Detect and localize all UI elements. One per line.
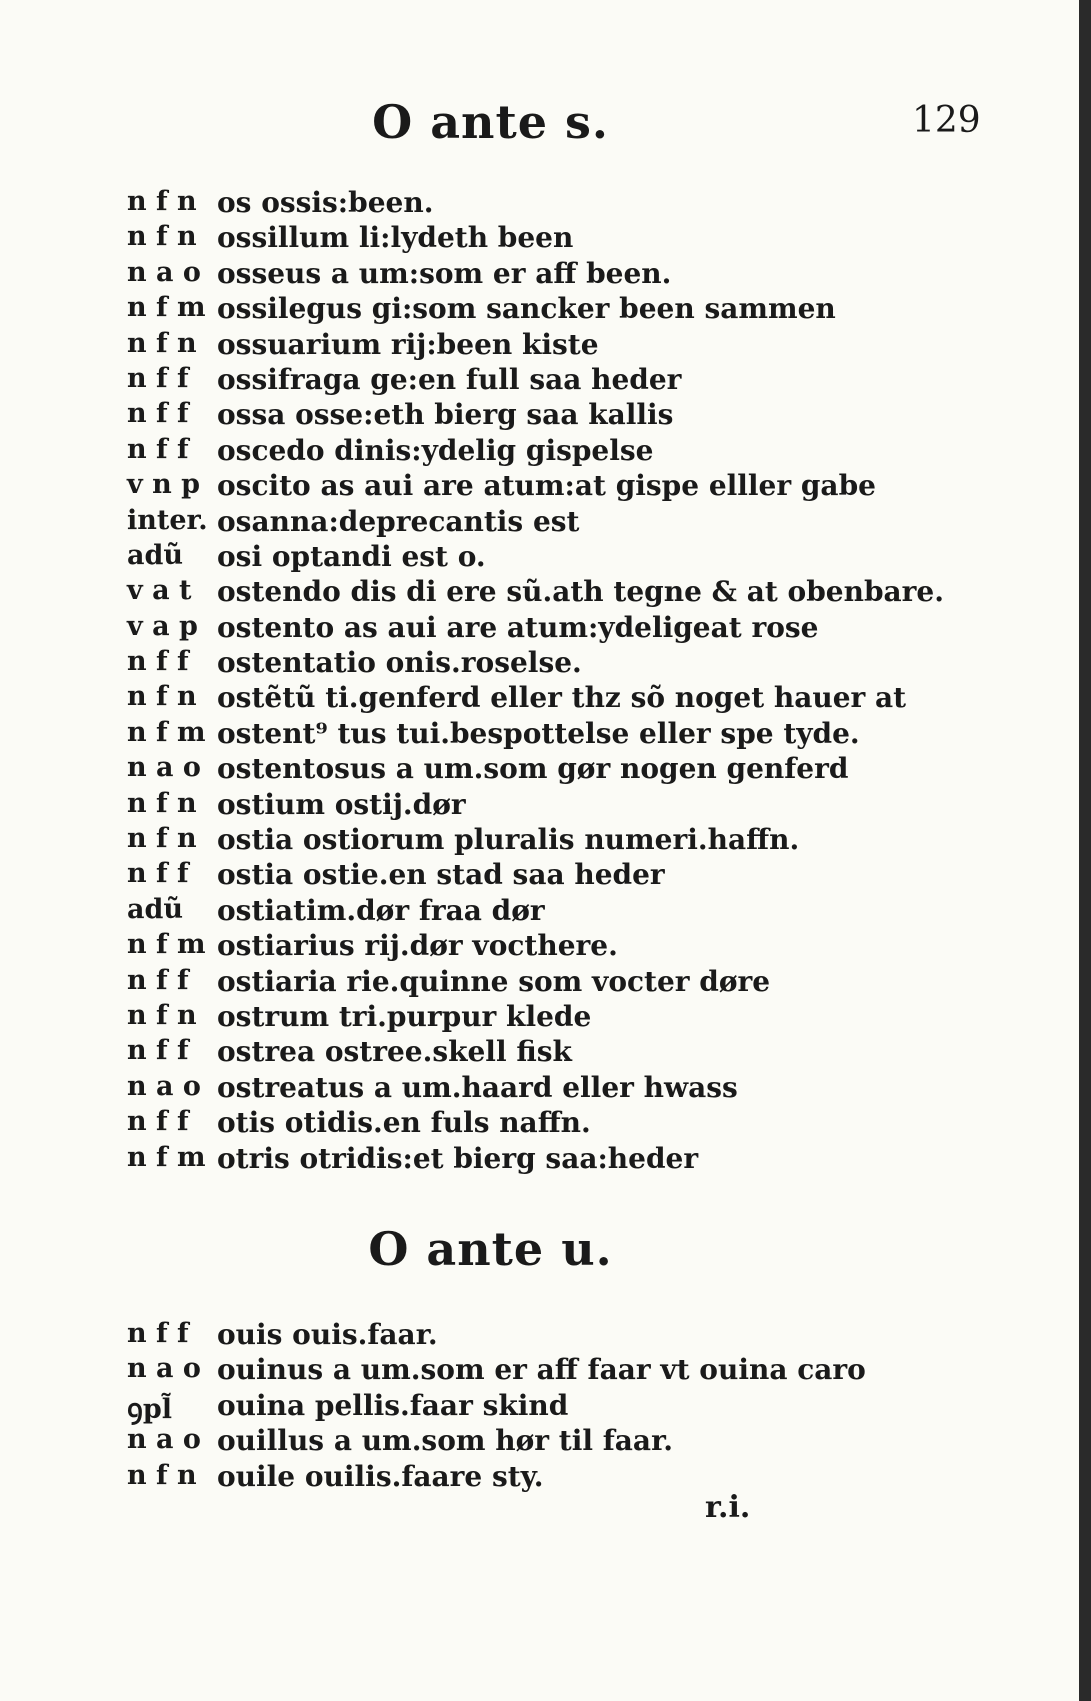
entry-text: ostrum tri.purpur klede [217, 999, 592, 1033]
dictionary-entry [127, 434, 944, 469]
entry-text: ostiatim.dør fraa dør [217, 893, 545, 927]
grammar-code: n a o [127, 752, 201, 784]
dictionary-entry [127, 186, 944, 221]
grammar-code: inter. [127, 504, 208, 536]
entry-text: ostia ostiorum pluralis numeri.haffn. [217, 823, 800, 857]
entry-list-o-ante-s [127, 186, 944, 1177]
dictionary-entry [127, 823, 944, 858]
entry-text: ouis ouis.faar. [217, 1318, 438, 1351]
dictionary-entry [127, 929, 944, 964]
dictionary-entry [127, 540, 944, 575]
dictionary-entry [127, 894, 944, 929]
entry-text: ouinus a um.som er aff faar vt ouina caro [217, 1353, 866, 1387]
entry-text: ostiaria rie.quinne som vocter døre [217, 964, 771, 998]
dictionary-entry [127, 752, 944, 787]
entry-text: os ossis:been. [217, 186, 434, 219]
entry-text: ossa osse:eth bierg saa kallis [217, 398, 674, 432]
grammar-code: n f f [127, 646, 189, 678]
entry-list-o-ante-u [127, 1318, 866, 1495]
entry-text: ostendo dis di ere sũ.ath tegne & at obenbare. [217, 575, 944, 609]
entry-text: oscedo dinis:ydelig gispelse [217, 433, 654, 467]
dictionary-entry [127, 469, 944, 504]
dictionary-entry [127, 398, 944, 433]
entry-text: ostent⁹ tus tui.bespottelse eller spe tyde. [217, 716, 860, 750]
grammar-code: n f f [127, 1035, 189, 1067]
dictionary-entry [127, 257, 944, 292]
section-heading-o-ante-s: O ante s. [372, 95, 609, 149]
dictionary-entry [127, 328, 944, 363]
grammar-code: n f n [127, 221, 197, 253]
entry-text: ossifraga ge:en full saa heder [217, 362, 682, 396]
dictionary-entry [127, 292, 944, 327]
entry-text: ostium ostij.dør [217, 787, 466, 821]
dictionary-entry [127, 965, 944, 1000]
dictionary-entry [127, 1353, 866, 1388]
grammar-code: n a o [127, 1353, 201, 1385]
grammar-code: n f f [127, 964, 189, 996]
entry-text: osi optandi est o. [217, 539, 486, 573]
page-edge-shadow [1079, 0, 1091, 1701]
dictionary-entry [127, 717, 944, 752]
grammar-code: n f f [127, 1318, 189, 1349]
dictionary-entry [127, 1460, 866, 1495]
dictionary-entry [127, 858, 944, 893]
dictionary-entry [127, 611, 944, 646]
entry-text: osseus a um:som er aff been. [217, 256, 672, 290]
entry-text: ostrea ostree.skell fisk [217, 1035, 572, 1069]
grammar-code: n a o [127, 1424, 201, 1456]
dictionary-entry [127, 1071, 944, 1106]
entry-text: osanna:deprecantis est [217, 504, 580, 538]
grammar-code: v n p [127, 469, 200, 501]
dictionary-entry [127, 1106, 944, 1141]
grammar-code: n f f [127, 398, 189, 430]
section-heading-o-ante-u: O ante u. [368, 1222, 613, 1276]
catchword: r.i. [705, 1490, 751, 1525]
dictionary-entry [127, 1389, 866, 1424]
dictionary-entry [127, 1142, 944, 1177]
grammar-code: n f n [127, 999, 197, 1031]
entry-text: ossuarium rij:been kiste [217, 327, 599, 361]
grammar-code: n f n [127, 681, 197, 713]
entry-text: ostento as aui are atum:ydeligeat rose [217, 610, 819, 644]
dictionary-entry [127, 575, 944, 610]
entry-text: oscito as aui are atum:at gispe elller gabe [217, 469, 876, 503]
grammar-code: n f n [127, 787, 197, 819]
grammar-code: ꝯpl̃ [127, 1393, 172, 1425]
entry-text: ostiarius rij.dør vocthere. [217, 929, 618, 963]
entry-text: ostreatus a um.haard eller hwass [217, 1070, 738, 1104]
grammar-code: n f n [127, 823, 197, 855]
grammar-code: n a o [127, 1070, 201, 1102]
dictionary-entry [127, 1424, 866, 1459]
dictionary-entry [127, 1000, 944, 1035]
entry-text: ostentosus a um.som gør nogen genferd [217, 752, 849, 786]
entry-text: ouina pellis.faar skind [217, 1388, 569, 1422]
dictionary-entry [127, 363, 944, 398]
dictionary-entry [127, 1318, 866, 1353]
grammar-code: n f m [127, 929, 206, 961]
dictionary-entry [127, 681, 944, 716]
grammar-code: n f f [127, 362, 189, 394]
entry-text: otis otidis.en fuls naffn. [217, 1106, 591, 1140]
entry-text: ostia ostie.en stad saa heder [217, 858, 665, 892]
grammar-code: v a p [127, 610, 198, 642]
entry-text: otris otridis:et bierg saa:heder [217, 1141, 699, 1175]
page-number: 129 [912, 100, 981, 141]
grammar-code: n a o [127, 256, 201, 288]
grammar-code: adũ [127, 539, 184, 571]
grammar-code: n f m [127, 716, 206, 748]
dictionary-entry [127, 788, 944, 823]
dictionary-entry [127, 646, 944, 681]
grammar-code: n f n [127, 1459, 197, 1491]
entry-text: ostentatio onis.roselse. [217, 646, 582, 680]
dictionary-entry [127, 1035, 944, 1070]
grammar-code: n f n [127, 327, 197, 359]
grammar-code: n f n [127, 186, 197, 217]
entry-text: ossilegus gi:som sancker been sammen [217, 292, 836, 326]
grammar-code: n f m [127, 292, 206, 324]
entry-text: ossillum li:lydeth been [217, 221, 574, 255]
grammar-code: n f f [127, 1106, 189, 1138]
entry-text: ouile ouilis.faare sty. [217, 1459, 544, 1493]
grammar-code: n f f [127, 858, 189, 890]
grammar-code: n f m [127, 1141, 206, 1173]
grammar-code: n f f [127, 433, 189, 465]
entry-text: ostẽtũ ti.genferd eller thz sõ noget hauer at [217, 681, 907, 715]
grammar-code: v a t [127, 575, 192, 607]
dictionary-entry [127, 505, 944, 540]
grammar-code: adũ [127, 893, 184, 925]
entry-text: ouillus a um.som hør til faar. [217, 1424, 673, 1458]
dictionary-entry [127, 221, 944, 256]
